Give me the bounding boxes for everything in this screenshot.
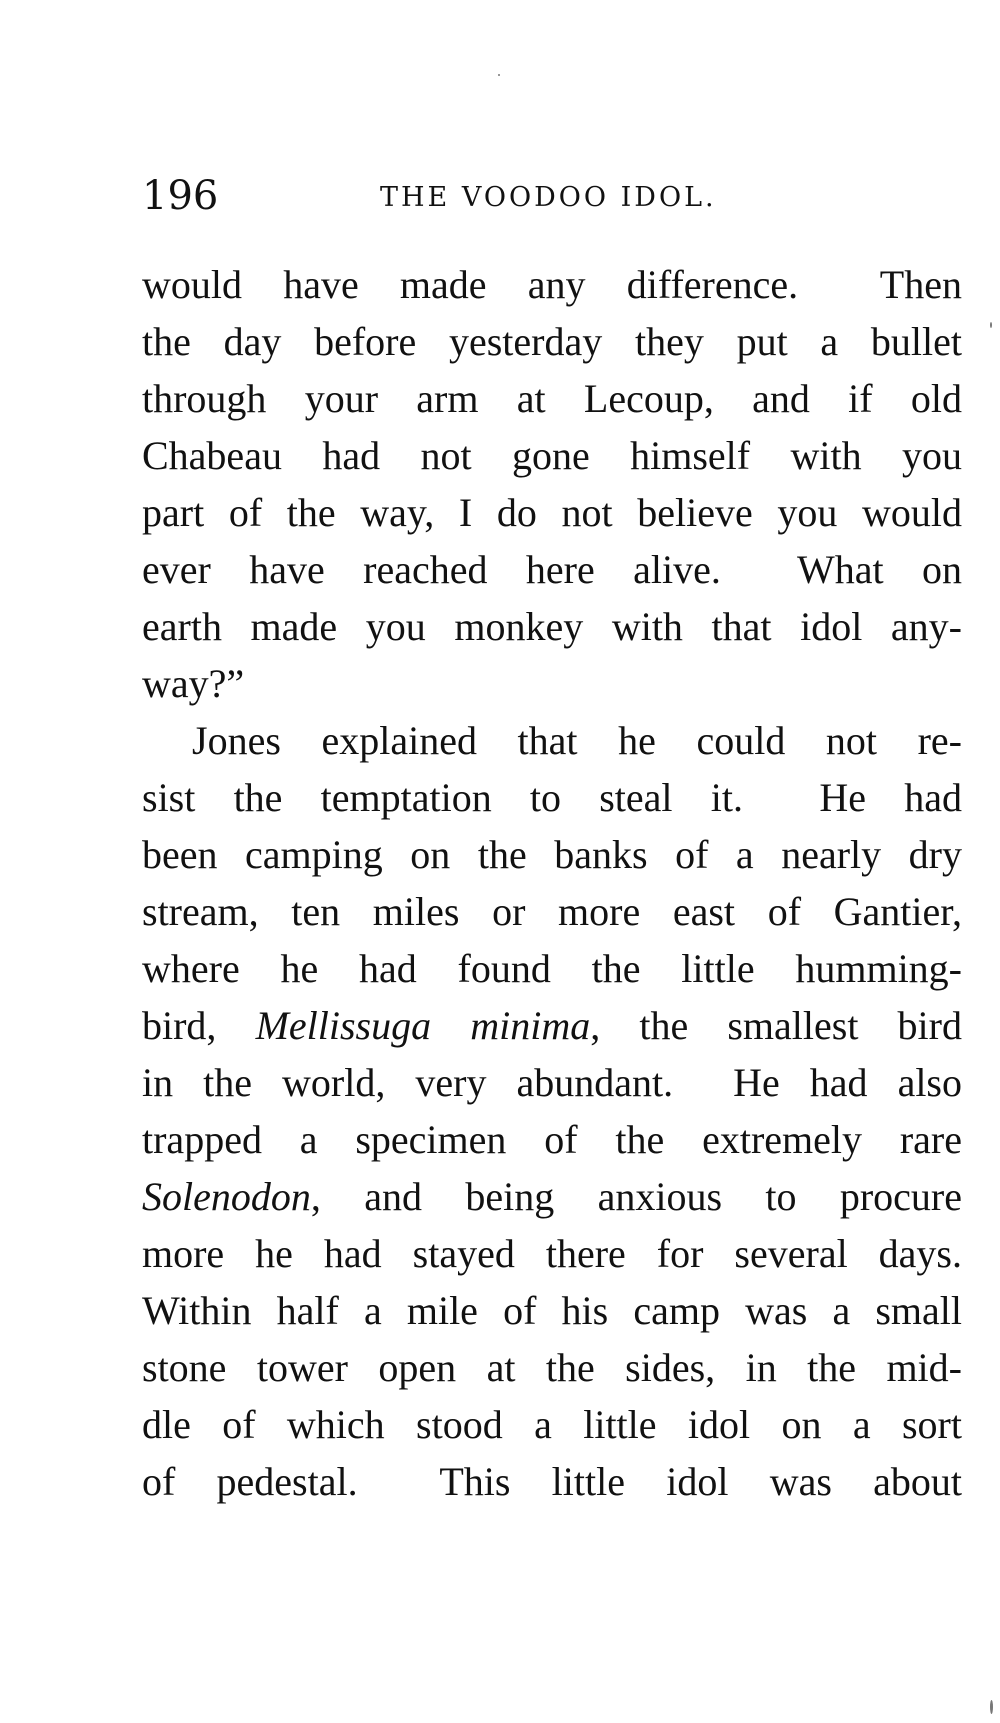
- text-line: [142, 370, 962, 427]
- text-line: [142, 1282, 962, 1339]
- text-segment: trapped a specimen of the extremely rare: [142, 1117, 962, 1162]
- text-segment: way?”: [142, 661, 245, 706]
- text-segment: Chabeau had not gone himself with you: [142, 433, 962, 478]
- paper-speck: [990, 322, 992, 328]
- text-segment: the day before yesterday they put a bullet: [142, 319, 962, 364]
- running-title: THE VOODOO IDOL.: [380, 182, 717, 213]
- text-line: [142, 940, 962, 997]
- paper-speck: [990, 1700, 993, 1714]
- text-segment: , and being anxious to procure: [310, 1174, 962, 1219]
- italic-text-segment: Mellissuga minima: [255, 1003, 591, 1048]
- text-line: [142, 712, 962, 769]
- text-segment: stream, ten miles or more east of Gantier,: [142, 889, 962, 934]
- text-line: [142, 826, 962, 883]
- text-segment: stone tower open at the sides, in the mid-: [142, 1345, 962, 1390]
- text-segment: bird,: [142, 1003, 256, 1048]
- text-segment: ever have reached here alive. What on: [142, 547, 962, 592]
- text-segment: part of the way, I do not believe you would: [142, 490, 962, 535]
- paper-speck: [498, 74, 500, 76]
- text-line: [142, 883, 962, 940]
- text-segment: dle of which stood a little idol on a sort: [142, 1402, 962, 1447]
- text-segment: sist the temptation to steal it. He had: [142, 775, 962, 820]
- text-line: [142, 427, 962, 484]
- text-segment: in the world, very abundant. He had also: [142, 1060, 962, 1105]
- text-segment: earth made you monkey with that idol any-: [142, 604, 962, 649]
- text-segment: would have made any difference. Then: [142, 262, 962, 307]
- text-line: [142, 769, 962, 826]
- text-segment: , the smallest bird: [590, 1003, 962, 1048]
- text-line: [142, 655, 962, 712]
- text-segment: Jones explained that he could not re-: [192, 718, 962, 763]
- italic-text-segment: Solenodon: [142, 1174, 311, 1219]
- text-line: [142, 541, 962, 598]
- text-line: [142, 1453, 962, 1510]
- text-segment: Within half a mile of his camp was a small: [142, 1288, 962, 1333]
- text-line: [142, 484, 962, 541]
- text-line: [142, 313, 962, 370]
- text-segment: of pedestal. This little idol was about: [142, 1459, 962, 1504]
- text-line: [142, 1054, 962, 1111]
- text-line: [142, 997, 962, 1054]
- text-line: [142, 598, 962, 655]
- text-line: [142, 1168, 962, 1225]
- text-segment: more he had stayed there for several days.: [142, 1231, 962, 1276]
- text-line: [142, 256, 962, 313]
- text-segment: where he had found the little humming-: [142, 946, 962, 991]
- text-line: [142, 1111, 962, 1168]
- body-text: [142, 256, 962, 1510]
- page-number: 196: [142, 173, 219, 219]
- text-line: [142, 1225, 962, 1282]
- text-segment: been camping on the banks of a nearly dry: [142, 832, 962, 877]
- text-line: [142, 1396, 962, 1453]
- text-segment: through your arm at Lecoup, and if old: [142, 376, 962, 421]
- text-line: [142, 1339, 962, 1396]
